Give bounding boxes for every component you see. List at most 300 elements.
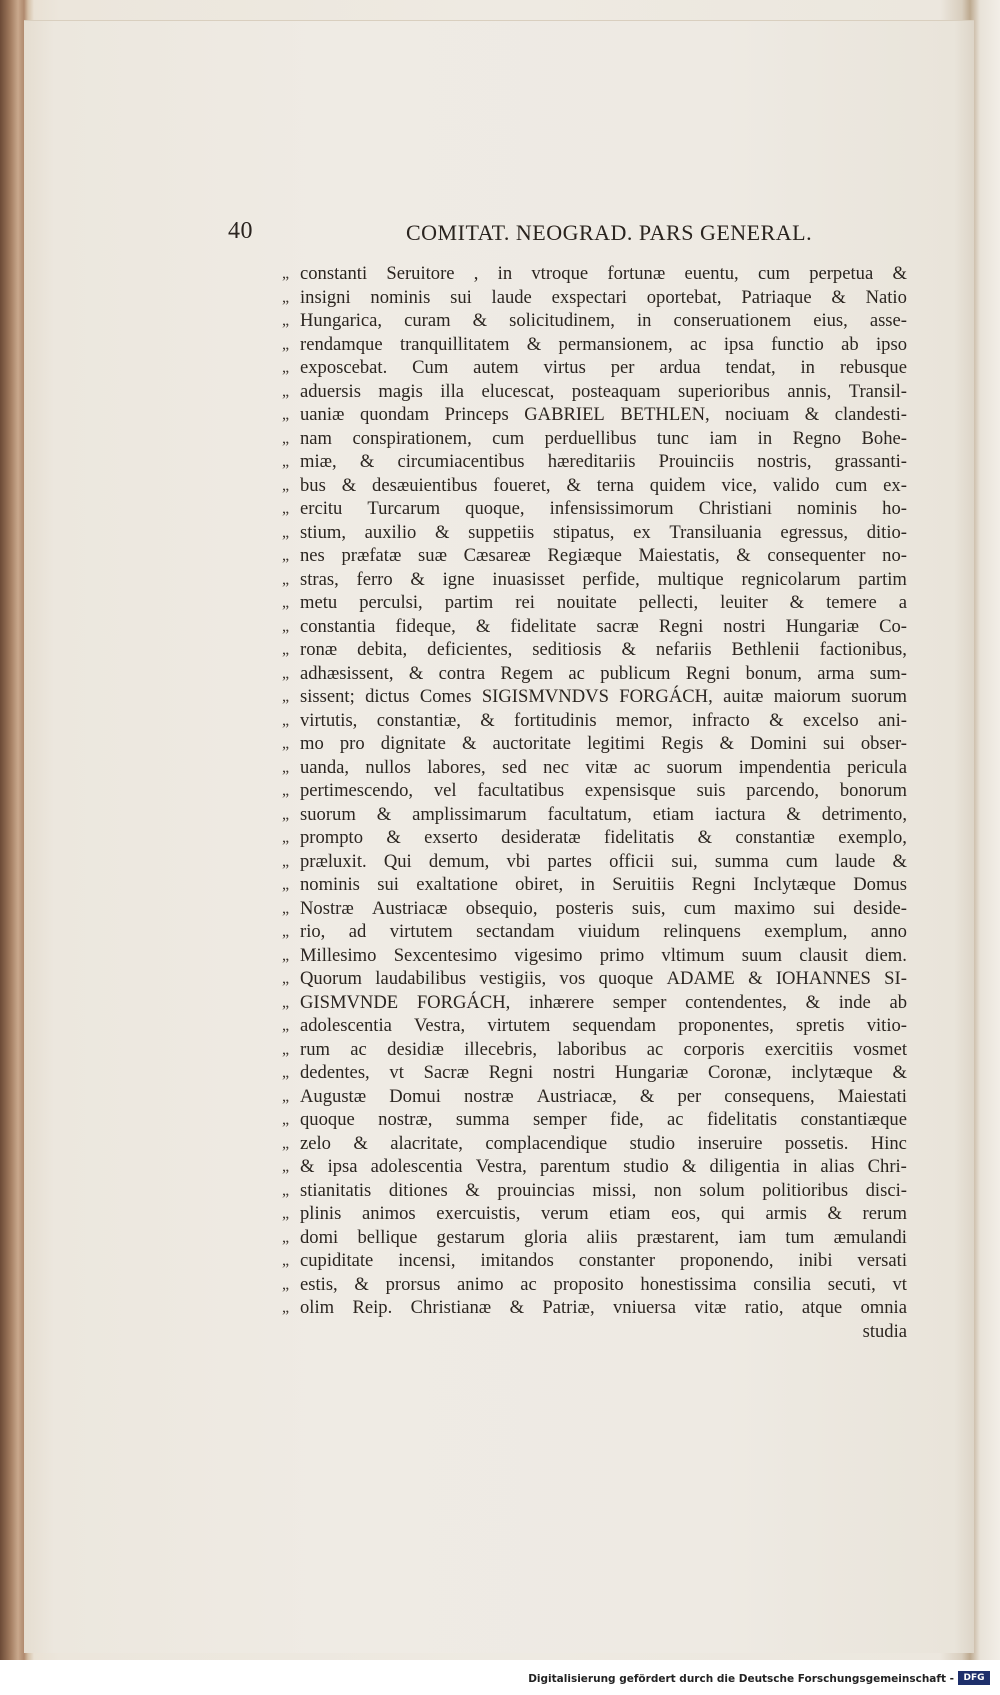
word: stium, [300,521,346,543]
word: ratio, [744,1297,784,1318]
word: rerum [862,1203,907,1224]
word: constanti [300,263,368,284]
text-line [282,991,907,1015]
word: & [719,733,734,754]
word: functio [771,333,824,355]
word: Bohe- [861,427,907,449]
word: inibi [798,1250,833,1271]
text-line [282,779,907,803]
word: facultatibus [477,780,565,801]
word: consequenter [767,545,866,566]
word: Vestra, [475,1156,527,1177]
word: Co- [879,615,907,637]
word: virtutem [389,921,453,942]
word: gestarum [436,1226,505,1248]
word: maiorum [773,686,841,707]
word: ad [348,921,367,942]
text-line [282,1202,907,1226]
word: & [354,1273,369,1295]
text-line [282,356,907,380]
word: præluxit. [300,850,367,872]
word: atque [801,1297,843,1318]
word: GABRIEL [524,404,605,425]
word: incensi, [398,1250,456,1271]
word: virtus [543,357,586,378]
quote-mark: „ [282,1064,290,1081]
word: proposito [553,1273,624,1295]
word: illecebris, [464,1038,537,1060]
word: Maiestati [837,1085,907,1107]
word: deside- [853,897,907,919]
word: etiam [609,1203,651,1224]
quote-mark: „ [282,617,290,635]
word: Comes [419,686,472,707]
word: adhæsissent, [300,662,394,684]
funding-credit: Digitalisierung gefördert durch die Deutsche Forschungsgemeinschaft - [528,1673,954,1685]
word: & [435,521,450,543]
word: oportebat, [646,286,722,308]
text-line [282,662,907,686]
word: ab [841,333,859,355]
quote-mark: „ [282,1158,290,1175]
word: curam [404,310,451,331]
word: parentum [539,1156,611,1177]
word: constantiæque [800,1109,907,1130]
word: versati [857,1250,907,1271]
word: vosmet [853,1038,907,1060]
word: Prouinciis [658,451,735,472]
word: vltimum [661,944,725,966]
word: exaltatione [416,874,498,895]
word: fidelitate [510,615,577,637]
word: præstarent, [636,1226,720,1248]
quote-mark: „ [282,970,290,987]
text-line [282,920,907,944]
word: qui [721,1203,745,1224]
word: hæreditariis [547,451,636,472]
word: rum [300,1038,330,1060]
word: auctoritate [492,733,571,754]
word: in [636,310,652,331]
word: cum [785,850,818,872]
word: deficientes, [427,639,513,660]
quote-mark: „ [282,523,290,541]
word: Austriacæ [372,897,448,919]
word: pro [339,733,365,754]
word: estis, [300,1273,338,1295]
word: contra [438,662,486,684]
word: arma [817,662,855,684]
word: partim [858,568,907,590]
word: detrimento, [821,803,907,825]
text-line [282,1061,907,1085]
word: Augustæ [300,1085,367,1107]
word: demum, [428,850,490,872]
word: suis [696,780,726,801]
word: Regis [661,733,704,754]
quote-mark: „ [282,500,290,517]
word: SIGISMVNDVS [481,686,609,707]
quote-mark: „ [282,570,290,588]
word: vel [433,780,457,801]
word: magis [378,380,423,402]
word: & [410,568,425,590]
word: maximo [734,897,796,919]
word: cupiditate [300,1250,374,1271]
word: Transiluania [669,521,762,543]
word: fideque, [395,615,456,637]
word: eius, [813,310,848,331]
word: facultatum, [547,803,632,825]
text-line [282,897,907,921]
quote-mark: „ [282,711,290,729]
word: nociuam [725,404,790,425]
word: Bethlenii [731,639,800,660]
quote-mark: „ [282,1017,290,1034]
word: Regni [658,615,704,637]
word: cum [757,263,790,284]
quote-mark: „ [282,852,290,870]
word: possetis. [784,1132,849,1154]
word: complacendique [485,1132,608,1154]
word: & [408,662,424,684]
word: BETHLEN, [620,404,710,425]
text-line [282,1014,907,1038]
quote-mark: „ [282,312,290,329]
word: constanter [578,1250,656,1271]
word: bonorum [839,780,907,801]
word: nullos [365,756,411,778]
footer-bar [0,1660,1000,1695]
word: nominis [797,498,858,519]
word: nostri [552,1062,596,1083]
word: per [610,357,635,378]
quote-mark: „ [282,594,290,611]
text-line [282,638,907,662]
word: vniuersa [612,1297,676,1318]
word: olim [300,1297,335,1318]
word: alias [820,1156,855,1177]
word: suorum [851,686,907,707]
word: imitandos [480,1250,554,1271]
word: Cum [412,357,449,378]
word: omnia [860,1297,907,1318]
text-line [282,732,907,756]
word: perfide, [582,568,640,590]
word: Quorum [300,968,362,989]
word: pellecti, [638,592,699,613]
word: obsequio, [465,897,538,919]
word: & [892,850,907,872]
word: sui [823,733,845,754]
text-line [282,1155,907,1179]
word: ex [633,521,651,543]
text-line [282,685,907,709]
quote-mark: „ [282,265,290,282]
word: , [473,263,479,284]
word: auxilio [364,521,417,543]
word: suorum [666,756,723,778]
word: autem [473,357,519,378]
word: per [677,1085,702,1107]
word: Natio [865,286,907,308]
word: permansionem, [558,333,673,355]
word: iam [738,1226,767,1248]
word: stras, [300,568,339,590]
word: vt [389,1062,404,1083]
word: perculsi, [359,592,423,613]
word: relinquens [663,921,741,942]
word: vos [559,968,586,989]
word: mo [300,733,324,754]
word: clausit [799,944,848,966]
word: conspirationem, [352,427,472,449]
word: eos, [671,1203,701,1224]
word: nostræ [464,1085,514,1107]
word: egressus, [780,521,849,543]
word: vtroque [531,263,589,284]
word: Patriæ, [542,1297,595,1318]
word: ac [667,1109,684,1130]
word: laude [835,850,876,872]
word: Maiestatis, [638,545,720,566]
text-line [282,1273,907,1297]
word: Millesimo [300,944,377,966]
word: ac [646,1038,664,1060]
word: Regni [691,874,736,895]
word: & [509,1297,525,1318]
word: ac [689,333,707,355]
word: animos [361,1203,416,1224]
word: circumiacentibus [397,451,525,472]
word: constantia [300,615,376,637]
word: & [789,592,805,613]
word: studio [629,1132,676,1154]
word: exercitiis [764,1038,833,1060]
quote-mark: „ [282,288,290,306]
word: clandesti- [834,404,907,425]
word: domi [300,1226,339,1248]
word: ani- [878,709,907,731]
dfg-logo: DFG [958,1671,990,1685]
quote-mark: „ [282,547,290,564]
word: Hungariæ [614,1062,689,1083]
word: bonum, [745,662,802,684]
word: & [526,333,542,355]
word: quoque [300,1109,355,1130]
word: valido [772,474,820,496]
word: terna [596,474,634,496]
text-line [282,1038,907,1062]
word: armis [765,1203,807,1224]
word: & [376,803,392,825]
quote-mark: „ [282,335,290,353]
word: ab [889,991,907,1013]
quote-mark: „ [282,688,290,705]
word: perpetua [809,263,874,284]
quote-mark: „ [282,782,290,799]
word: sui [813,897,836,919]
word: adolescentia [300,1015,392,1036]
word: secuti, [827,1273,876,1295]
word: tranquillitatem [399,333,510,355]
word: constantiæ, [376,709,461,731]
word: tunc [656,427,689,449]
word: & [786,803,801,825]
word: nominis [370,286,431,308]
word: sui, [671,850,698,872]
catchword: studia [862,1320,907,1342]
word: uanda, [300,756,350,778]
word: Princeps [444,404,509,425]
word: tendat, [725,357,776,378]
quote-mark: „ [282,641,290,658]
word: FORGÁCH, [619,686,713,707]
word: memor, [616,709,673,731]
word: conseruationem [673,310,792,331]
text-line [282,803,907,827]
text-line [282,1296,907,1320]
word: & [892,263,907,284]
text-line [282,709,907,733]
word: politioribus [762,1179,849,1201]
word: & [804,404,820,425]
word: euentu, [684,263,739,284]
word: exemplo, [838,827,907,848]
word: Nostræ [300,897,354,919]
word: Coronæ, [707,1062,772,1083]
quote-mark: „ [282,946,290,964]
word: Regem [500,662,554,684]
text-line [282,1249,907,1273]
word: nouitate [556,592,617,613]
word: diem. [865,944,907,966]
text-line [282,309,907,333]
running-head-title: COMITAT. NEOGRAD. PARS GENERAL. [406,220,813,245]
word: ipsa [723,333,754,355]
text-line [282,756,907,780]
word: regnicolarum [741,568,841,590]
quote-mark: „ [282,1228,290,1246]
word: constantiæ [735,827,815,848]
word: Sexcentesimo [393,944,497,966]
word: vitæ [694,1297,727,1318]
word: prorsus [385,1273,441,1295]
quote-mark: „ [282,429,290,447]
word: Sacræ [423,1062,470,1083]
quote-mark: „ [282,1252,290,1269]
word: FORGÁCH, [416,991,511,1013]
page-number: 40 [228,218,253,244]
word: dedentes, [300,1062,370,1083]
word: ditio- [866,521,907,543]
word: rebusque [839,357,907,378]
word: posteaquam [571,380,661,402]
word: suum [741,944,782,966]
word: suis, [631,897,666,919]
quote-mark: „ [282,1275,290,1293]
word: rei [515,592,535,613]
word: exserto [424,827,478,848]
word: quondam [359,404,430,425]
text-line [282,873,907,897]
word: Austriacæ, [536,1085,617,1107]
word: annis, [787,380,832,402]
word: iactura [714,803,766,825]
word: Turcarum [367,498,441,519]
word: a [898,592,907,613]
word: in [800,357,815,378]
quote-mark: „ [282,476,290,494]
quote-mark: „ [282,382,290,400]
word: & [805,991,821,1013]
word: gloria [524,1226,568,1248]
word: ac [568,662,585,684]
word: adolescentia [370,1156,463,1177]
text-line [282,474,907,498]
quote-mark: „ [282,1134,290,1152]
word: & [566,474,581,496]
quote-mark: „ [282,829,290,846]
word: primo [599,944,645,966]
word: semper [532,1109,587,1130]
word: publicum [600,662,671,684]
word: contendentes, [685,991,787,1013]
word: virtutem [487,1015,551,1036]
word: Hungariæ [785,615,860,637]
word: auitæ [723,686,764,707]
word: non [653,1179,682,1201]
word: desideratæ [501,827,581,848]
word: quoque [598,968,654,989]
word: studio [623,1156,669,1177]
text-line [282,262,907,286]
quote-mark: „ [282,805,290,823]
word: Inclytæque [753,874,836,895]
word: Seruitore [386,263,455,284]
word: iam [709,427,738,449]
word: inuasisset [492,568,565,590]
word: & [736,545,751,566]
word: obser- [860,733,907,754]
word: pertimescendo, [300,780,414,801]
word: nam [300,427,333,449]
word: no- [882,545,907,566]
word: sui [377,874,399,895]
word: obiret, [515,874,564,895]
word: fortitudinis [514,709,597,731]
word: & [769,709,784,731]
word: Regni [488,1062,534,1083]
text-line [282,967,907,991]
word: legitimi [587,733,645,754]
word: aliis [586,1226,618,1248]
text-line [282,944,907,968]
word: etiam [652,803,694,825]
word: & [341,474,357,496]
word: & [472,310,488,331]
word: GISMVNDE [300,991,399,1013]
word: & [621,639,636,660]
word: nec [543,756,569,778]
word: anno [870,921,907,942]
word: & [892,1062,907,1083]
word: proponentes, [678,1015,774,1036]
word: nostris, [757,451,812,472]
word: infensissimorum [549,498,674,519]
quote-mark: „ [282,1040,290,1058]
word: solum [699,1179,745,1201]
